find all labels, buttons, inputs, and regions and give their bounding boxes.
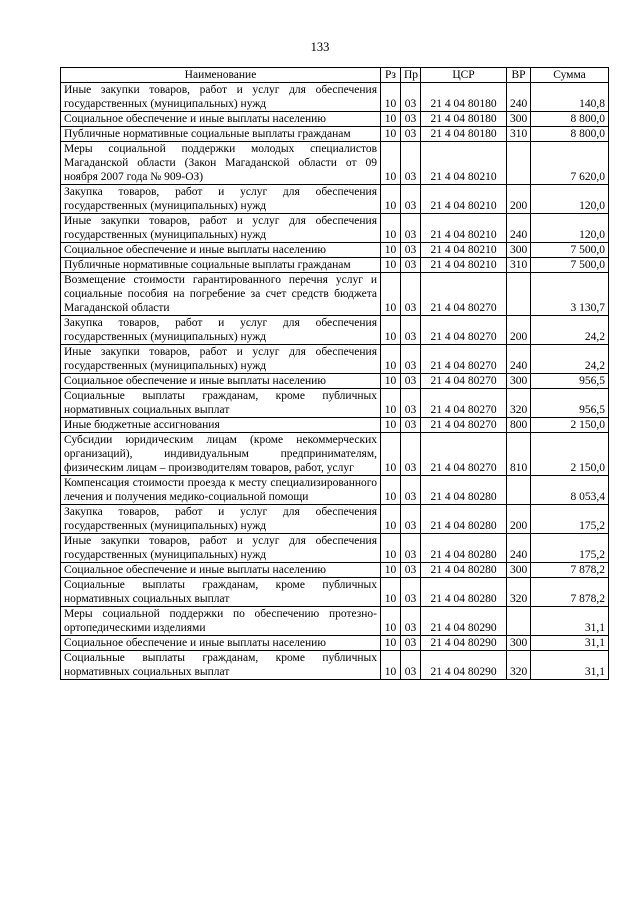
cell-sum: 31,1 [531, 607, 609, 636]
cell-pr: 03 [401, 243, 421, 258]
header-pr: Пр [401, 68, 421, 83]
table-row [61, 214, 609, 243]
cell-vr: 300 [507, 374, 531, 389]
cell-rz: 10 [381, 578, 401, 607]
cell-vr: 300 [507, 112, 531, 127]
cell-pr: 03 [401, 578, 421, 607]
cell-name: Меры социальной поддержки молодых специалистов Магаданской области (Закон Магаданской области от 09 ноября 2007 года № 909-ОЗ) [61, 142, 381, 185]
table-row [61, 578, 609, 607]
cell-csr: 21 4 04 80270 [421, 389, 507, 418]
cell-pr: 03 [401, 651, 421, 680]
table-row [61, 83, 609, 112]
cell-name: Иные закупки товаров, работ и услуг для обеспечения государственных (муниципальных) нужд [61, 214, 381, 243]
cell-csr: 21 4 04 80180 [421, 83, 507, 112]
table-row [61, 345, 609, 374]
cell-sum: 24,2 [531, 345, 609, 374]
cell-sum: 120,0 [531, 185, 609, 214]
cell-name: Компенсация стоимости проезда к месту специализированного лечения и получения медико-социальной помощи [61, 476, 381, 505]
cell-csr: 21 4 04 80210 [421, 243, 507, 258]
cell-csr: 21 4 04 80270 [421, 273, 507, 316]
cell-name: Иные закупки товаров, работ и услуг для обеспечения государственных (муниципальных) нужд [61, 83, 381, 112]
cell-csr: 21 4 04 80280 [421, 578, 507, 607]
cell-rz: 10 [381, 258, 401, 273]
cell-pr: 03 [401, 418, 421, 433]
cell-rz: 10 [381, 374, 401, 389]
cell-name: Субсидии юридическим лицам (кроме некоммерческих организаций), индивидуальным предпринимателям, физическим лицам – производителям товаров, работ, услуг [61, 433, 381, 476]
cell-vr: 320 [507, 578, 531, 607]
table-row [61, 636, 609, 651]
cell-csr: 21 4 04 80290 [421, 607, 507, 636]
header-rz: Рз [381, 68, 401, 83]
header-vr: ВР [507, 68, 531, 83]
cell-name: Публичные нормативные социальные выплаты гражданам [61, 127, 381, 142]
cell-sum: 175,2 [531, 534, 609, 563]
cell-vr: 200 [507, 505, 531, 534]
cell-csr: 21 4 04 80290 [421, 651, 507, 680]
cell-rz: 10 [381, 214, 401, 243]
cell-sum: 24,2 [531, 316, 609, 345]
cell-name: Иные закупки товаров, работ и услуг для обеспечения государственных (муниципальных) нужд [61, 345, 381, 374]
cell-pr: 03 [401, 505, 421, 534]
cell-pr: 03 [401, 273, 421, 316]
cell-name: Иные закупки товаров, работ и услуг для обеспечения государственных (муниципальных) нужд [61, 534, 381, 563]
page-number: 133 [310, 40, 330, 54]
cell-csr: 21 4 04 80180 [421, 112, 507, 127]
table-row [61, 651, 609, 680]
table-row [61, 563, 609, 578]
cell-csr: 21 4 04 80270 [421, 433, 507, 476]
cell-sum: 140,8 [531, 83, 609, 112]
cell-csr: 21 4 04 80210 [421, 142, 507, 185]
cell-sum: 8 053,4 [531, 476, 609, 505]
cell-vr: 300 [507, 636, 531, 651]
cell-pr: 03 [401, 534, 421, 563]
cell-name: Закупка товаров, работ и услуг для обеспечения государственных (муниципальных) нужд [61, 185, 381, 214]
cell-vr: 310 [507, 258, 531, 273]
cell-pr: 03 [401, 433, 421, 476]
cell-pr: 03 [401, 185, 421, 214]
cell-sum: 31,1 [531, 636, 609, 651]
cell-sum: 8 800,0 [531, 112, 609, 127]
cell-vr: 320 [507, 389, 531, 418]
table-header [61, 68, 609, 83]
cell-pr: 03 [401, 214, 421, 243]
cell-rz: 10 [381, 112, 401, 127]
table-row [61, 418, 609, 433]
cell-sum: 8 800,0 [531, 127, 609, 142]
cell-sum: 7 500,0 [531, 243, 609, 258]
cell-rz: 10 [381, 418, 401, 433]
cell-sum: 120,0 [531, 214, 609, 243]
cell-rz: 10 [381, 534, 401, 563]
table-row [61, 534, 609, 563]
cell-csr: 21 4 04 80210 [421, 258, 507, 273]
cell-pr: 03 [401, 636, 421, 651]
cell-csr: 21 4 04 80270 [421, 316, 507, 345]
cell-rz: 10 [381, 389, 401, 418]
cell-sum: 3 130,7 [531, 273, 609, 316]
cell-csr: 21 4 04 80270 [421, 345, 507, 374]
cell-pr: 03 [401, 112, 421, 127]
cell-sum: 7 878,2 [531, 563, 609, 578]
cell-rz: 10 [381, 83, 401, 112]
cell-vr: 300 [507, 563, 531, 578]
cell-csr: 21 4 04 80210 [421, 214, 507, 243]
cell-vr: 200 [507, 185, 531, 214]
cell-name: Социальные выплаты гражданам, кроме публичных нормативных социальных выплат [61, 389, 381, 418]
cell-name: Социальное обеспечение и иные выплаты населению [61, 374, 381, 389]
cell-pr: 03 [401, 142, 421, 185]
cell-rz: 10 [381, 607, 401, 636]
cell-vr [507, 142, 531, 185]
cell-sum: 7 620,0 [531, 142, 609, 185]
table-row [61, 112, 609, 127]
budget-table [60, 67, 609, 680]
table-row [61, 273, 609, 316]
cell-vr: 240 [507, 214, 531, 243]
table-row [61, 505, 609, 534]
cell-name: Социальное обеспечение и иные выплаты населению [61, 636, 381, 651]
cell-sum: 7 878,2 [531, 578, 609, 607]
cell-pr: 03 [401, 476, 421, 505]
cell-rz: 10 [381, 505, 401, 534]
cell-csr: 21 4 04 80180 [421, 127, 507, 142]
cell-name: Иные бюджетные ассигнования [61, 418, 381, 433]
cell-vr [507, 273, 531, 316]
cell-vr: 800 [507, 418, 531, 433]
cell-csr: 21 4 04 80280 [421, 505, 507, 534]
cell-rz: 10 [381, 433, 401, 476]
header-row [61, 68, 609, 83]
cell-vr: 240 [507, 534, 531, 563]
cell-csr: 21 4 04 80280 [421, 476, 507, 505]
cell-rz: 10 [381, 142, 401, 185]
cell-name: Социальные выплаты гражданам, кроме публичных нормативных социальных выплат [61, 578, 381, 607]
cell-rz: 10 [381, 345, 401, 374]
cell-name: Социальное обеспечение и иные выплаты населению [61, 112, 381, 127]
cell-name: Закупка товаров, работ и услуг для обеспечения государственных (муниципальных) нужд [61, 316, 381, 345]
cell-rz: 10 [381, 127, 401, 142]
table-row [61, 476, 609, 505]
cell-sum: 31,1 [531, 651, 609, 680]
cell-rz: 10 [381, 185, 401, 214]
table-row [61, 185, 609, 214]
cell-name: Закупка товаров, работ и услуг для обеспечения государственных (муниципальных) нужд [61, 505, 381, 534]
table-row [61, 374, 609, 389]
cell-sum: 956,5 [531, 374, 609, 389]
cell-csr: 21 4 04 80270 [421, 418, 507, 433]
cell-csr: 21 4 04 80210 [421, 185, 507, 214]
cell-vr [507, 607, 531, 636]
cell-vr: 810 [507, 433, 531, 476]
cell-csr: 21 4 04 80290 [421, 636, 507, 651]
cell-pr: 03 [401, 607, 421, 636]
cell-pr: 03 [401, 316, 421, 345]
cell-rz: 10 [381, 636, 401, 651]
cell-sum: 175,2 [531, 505, 609, 534]
header-sum: Сумма [531, 68, 609, 83]
header-name: Наименование [61, 68, 381, 83]
table-row [61, 127, 609, 142]
table-row [61, 316, 609, 345]
cell-csr: 21 4 04 80280 [421, 534, 507, 563]
table-body [61, 83, 609, 680]
cell-pr: 03 [401, 374, 421, 389]
cell-name: Возмещение стоимости гарантированного перечня услуг и социальные пособия на погребение за счет средств бюджета Магаданской области [61, 273, 381, 316]
cell-sum: 2 150,0 [531, 433, 609, 476]
cell-csr: 21 4 04 80270 [421, 374, 507, 389]
cell-name: Социальное обеспечение и иные выплаты населению [61, 563, 381, 578]
cell-rz: 10 [381, 316, 401, 345]
table-row [61, 243, 609, 258]
cell-pr: 03 [401, 345, 421, 374]
cell-sum: 956,5 [531, 389, 609, 418]
cell-vr: 240 [507, 345, 531, 374]
cell-pr: 03 [401, 389, 421, 418]
cell-pr: 03 [401, 83, 421, 112]
cell-vr: 200 [507, 316, 531, 345]
table-row [61, 607, 609, 636]
cell-name: Публичные нормативные социальные выплаты гражданам [61, 258, 381, 273]
cell-rz: 10 [381, 243, 401, 258]
cell-name: Меры социальной поддержки по обеспечению протезно-ортопедическими изделиями [61, 607, 381, 636]
table-row [61, 433, 609, 476]
cell-pr: 03 [401, 127, 421, 142]
table-row [61, 389, 609, 418]
header-csr: ЦСР [421, 68, 507, 83]
cell-vr: 320 [507, 651, 531, 680]
cell-rz: 10 [381, 476, 401, 505]
cell-name: Социальное обеспечение и иные выплаты населению [61, 243, 381, 258]
cell-rz: 10 [381, 273, 401, 316]
cell-rz: 10 [381, 651, 401, 680]
cell-vr: 240 [507, 83, 531, 112]
cell-vr: 310 [507, 127, 531, 142]
cell-sum: 7 500,0 [531, 258, 609, 273]
cell-pr: 03 [401, 258, 421, 273]
cell-csr: 21 4 04 80280 [421, 563, 507, 578]
table-row [61, 258, 609, 273]
cell-vr [507, 476, 531, 505]
cell-rz: 10 [381, 563, 401, 578]
cell-pr: 03 [401, 563, 421, 578]
cell-sum: 2 150,0 [531, 418, 609, 433]
cell-vr: 300 [507, 243, 531, 258]
cell-name: Социальные выплаты гражданам, кроме публичных нормативных социальных выплат [61, 651, 381, 680]
table-row [61, 142, 609, 185]
